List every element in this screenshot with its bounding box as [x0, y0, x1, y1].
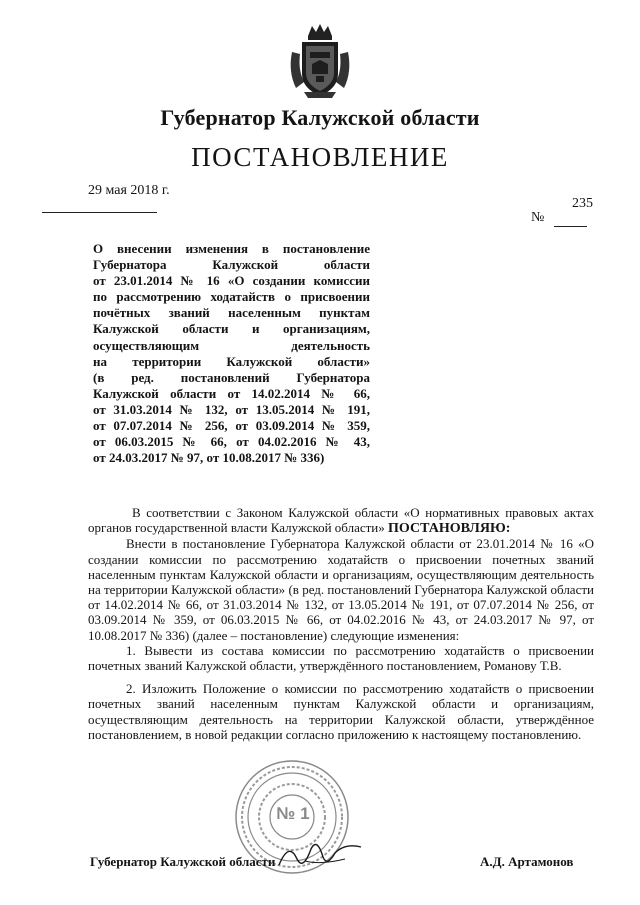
preamble-text: В соответствии с Законом Калужской области «О нормативных правовых актах органов государственной власти Калужской области»: [88, 505, 594, 536]
signatory-position: Губернатор Калужской области: [90, 854, 276, 869]
subject-line: Калужской области и организациям,: [93, 321, 370, 337]
stamp-number: № 1: [276, 804, 310, 823]
subject-line: на территории Калужской области»: [93, 353, 370, 369]
resolve-keyword: ПОСТАНОВЛЯЮ:: [388, 521, 511, 537]
subject-line: Калужской области от 14.02.2014 № 66,: [93, 385, 370, 401]
amendment-paragraph: Внести в постановление Губернатора Калужской области от 23.01.2014 № 16 «О создании комиссии по рассмотрению ходатайств о присвоении почетных званий населенным пунктам Калужской области и организациям, осуществляющим деятельность на территории Калужской области» (в ред. постановлений Губернатора Калужской области от 14.02.2014 № 66, от 31.03.2014 № 132, от 13.05.2014 № 191, от 07.07.2014 № 256, от 03.09.2014 № 359, от 06.03.2015 № 66, от 04.02.2016 № 43, от 24.03.2017 № 97, от 10.08.2017 № 336) (далее – постановление) следующие изменения:: [88, 536, 594, 643]
subject-line: от 31.03.2014 № 132, от 13.05.2014 № 191,: [93, 401, 370, 417]
document-number: 235: [572, 196, 593, 211]
number-label: №: [531, 210, 545, 225]
document-subject: [93, 241, 370, 466]
date-underline: [42, 212, 157, 213]
subject-line: от 24.03.2017 № 97, от 10.08.2017 № 336): [93, 450, 325, 466]
subject-line: от 07.07.2014 № 256, от 03.09.2014 № 359,: [93, 418, 370, 434]
subject-line: по рассмотрению ходатайств о присвоении: [93, 289, 370, 305]
coat-of-arms-icon: [286, 22, 354, 100]
preamble-paragraph: [88, 505, 594, 536]
subject-line: от 06.03.2015 № 66, от 04.02.2016 № 43,: [93, 434, 370, 450]
subject-line: Губернатора Калужской области: [93, 257, 370, 273]
subject-line: (в ред. постановлений Губернатора: [93, 369, 370, 385]
number-underline: [554, 226, 587, 227]
subject-line: от 23.01.2014 № 16 «О создании комиссии: [93, 273, 370, 289]
issuer-title: Губернатор Калужской области: [160, 105, 480, 130]
signatory-name: А.Д. Артамонов: [480, 854, 574, 869]
handwritten-signature: [275, 835, 365, 875]
document-type-heading: ПОСТАНОВЛЕНИЕ: [191, 142, 449, 172]
list-item-1: 1. Вывести из состава комиссии по рассмотрению ходатайств о присвоении почетных званий Калужской области, утверждённого постановлением, Романову Т.В.: [88, 642, 594, 674]
subject-line: осуществляющим деятельность: [93, 337, 370, 353]
document-date: 29 мая 2018 г.: [88, 183, 170, 198]
list-item-2: 2. Изложить Положение о комиссии по рассмотрению ходатайств о присвоении почетных званий населенным пунктам Калужской области и организациям, осуществляющим деятельность на территории Калужской области, утверждённое постановлением, в новой редакции согласно приложению к настоящему постановлению.: [88, 681, 594, 742]
subject-line: О внесении изменения в постановление: [93, 241, 370, 256]
document-body: [88, 505, 594, 742]
subject-line: почётных званий населенным пунктам: [93, 305, 370, 321]
